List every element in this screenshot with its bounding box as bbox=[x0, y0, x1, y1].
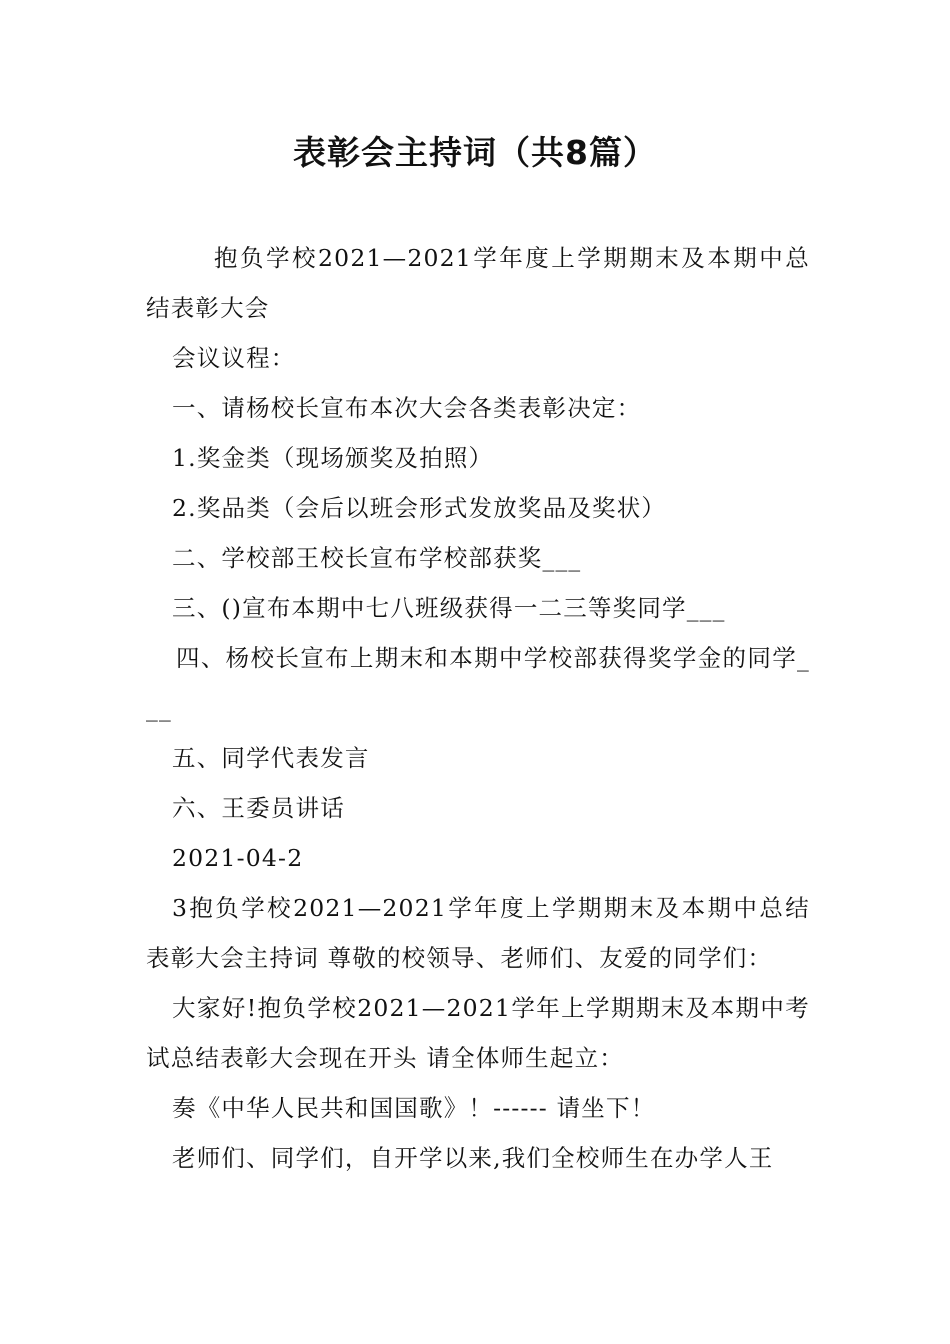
paragraph-opening-remarks: 老师们、同学们，自开学以来,我们全校师生在办学人王 bbox=[172, 1144, 774, 1172]
document-title: 表彰会主持词（共8篇） bbox=[293, 133, 657, 172]
paragraph-agenda-item-3: 三、()宣布本期中七八班级获得一二三等奖同学___ bbox=[172, 594, 726, 622]
paragraph-agenda-item-2: 二、学校部王校长宣布学校部获奖___ bbox=[172, 544, 582, 572]
paragraph-agenda-label: 会议议程： bbox=[172, 344, 296, 372]
paragraph-meeting-heading: 抱负学校2021—2021学年度上学期期末及本期中总结表彰大会 bbox=[146, 244, 810, 322]
paragraph-anthem: 奏《中华人民共和国国歌》！------ 请坐下！ bbox=[172, 1094, 656, 1122]
paragraph-agenda-item-1: 一、请杨校长宣布本次大会各类表彰决定： bbox=[172, 394, 642, 422]
paragraph-agenda-item-6: 六、王委员讲话 bbox=[172, 794, 345, 822]
paragraph-greeting: 大家好!抱负学校2021—2021学年上学期期末及本期中考试总结表彰大会现在开头 请全体师生起立： bbox=[146, 994, 810, 1072]
paragraph-agenda-item-1-2: 2.奖品类（会后以班会形式发放奖品及奖状） bbox=[172, 494, 667, 522]
paragraph-agenda-item-5: 五、同学代表发言 bbox=[172, 744, 370, 772]
document-body bbox=[146, 233, 810, 1183]
paragraph-host-speech-heading: 3抱负学校2021—2021学年度上学期期末及本期中总结表彰大会主持词 尊敬的校领导、老师们、友爱的同学们： bbox=[146, 894, 810, 972]
paragraph-agenda-item-1-1: 1.奖金类（现场颁奖及拍照） bbox=[172, 444, 494, 472]
paragraph-agenda-item-4: 四、杨校长宣布上期末和本期中学校部获得奖学金的同学___ bbox=[146, 644, 810, 722]
paragraph-date: 2021-04-2 bbox=[172, 844, 304, 872]
